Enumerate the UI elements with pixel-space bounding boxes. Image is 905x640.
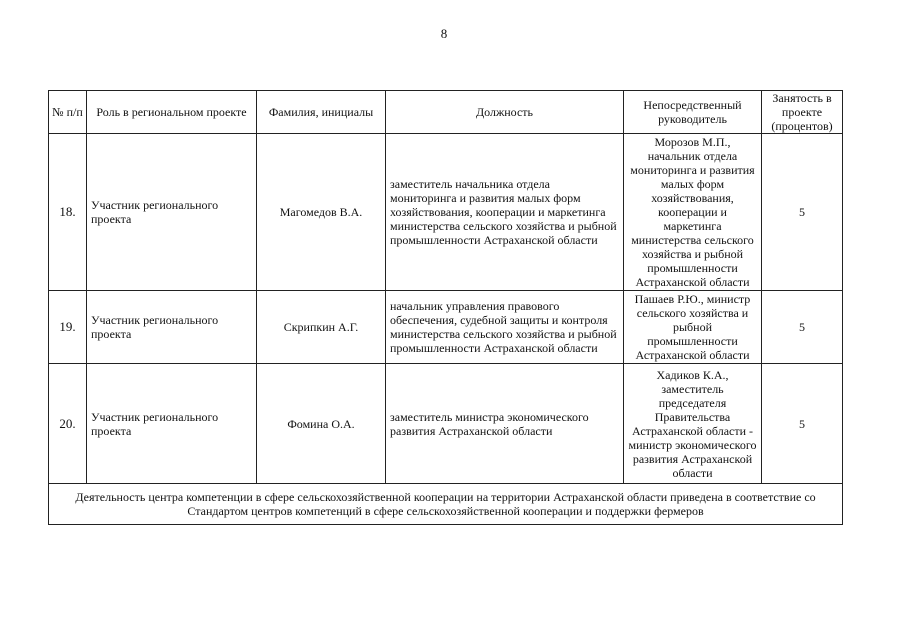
row-load: 5 [762,364,843,484]
row-role: Участник регионального проекта [87,364,257,484]
row-name: Магомедов В.А. [257,134,386,291]
header-num: № п/п [49,91,87,134]
row-role: Участник регионального проекта [87,291,257,364]
row-num: 20. [49,364,87,484]
row-load: 5 [762,134,843,291]
row-role: Участник регионального проекта [87,134,257,291]
table-row [49,291,843,364]
row-position: начальник управления правового обеспечения, судебной защиты и контроля министерства сельского хозяйства и рыбной промышленности Астраханской области [386,291,624,364]
table-footer-row [49,484,843,525]
table-footer-note: Деятельность центра компетенции в сфере сельскохозяйственной кооперации на территории Астраханской области приведена в соответствие со Стандартом центров компетенций в сфере сельскохозяйственной кооперации и поддержки фермеров [49,484,843,525]
header-supervisor: Непосредственный руководитель [624,91,762,134]
row-supervisor: Пашаев Р.Ю., министр сельского хозяйства и рыбной промышленности Астраханской области [624,291,762,364]
row-supervisor: Морозов М.П., начальник отдела мониторинга и развития малых форм хозяйствования, кооперации и маркетинга министерства сельского хозяйства и рыбной промышленности Астраханской области [624,134,762,291]
row-position: заместитель начальника отдела мониторинга и развития малых форм хозяйствования, кооперации и маркетинга министерства сельского хозяйства и рыбной промышленности Астраханской области [386,134,624,291]
header-name: Фамилия, инициалы [257,91,386,134]
row-num: 19. [49,291,87,364]
row-name: Скрипкин А.Г. [257,291,386,364]
table-header-row [49,91,843,134]
table-row [49,134,843,291]
header-role: Роль в региональном проекте [87,91,257,134]
header-load: Занятость в проекте (процентов) [762,91,843,134]
row-load: 5 [762,291,843,364]
row-num: 18. [49,134,87,291]
page-number: 8 [440,26,448,41]
project-participants-table [48,90,843,525]
header-position: Должность [386,91,624,134]
table-row [49,364,843,484]
row-name: Фомина О.А. [257,364,386,484]
row-supervisor: Хадиков К.А., заместитель председателя Правительства Астраханской области - министр экономического развития Астраханской области [624,364,762,484]
row-position: заместитель министра экономического развития Астраханской области [386,364,624,484]
